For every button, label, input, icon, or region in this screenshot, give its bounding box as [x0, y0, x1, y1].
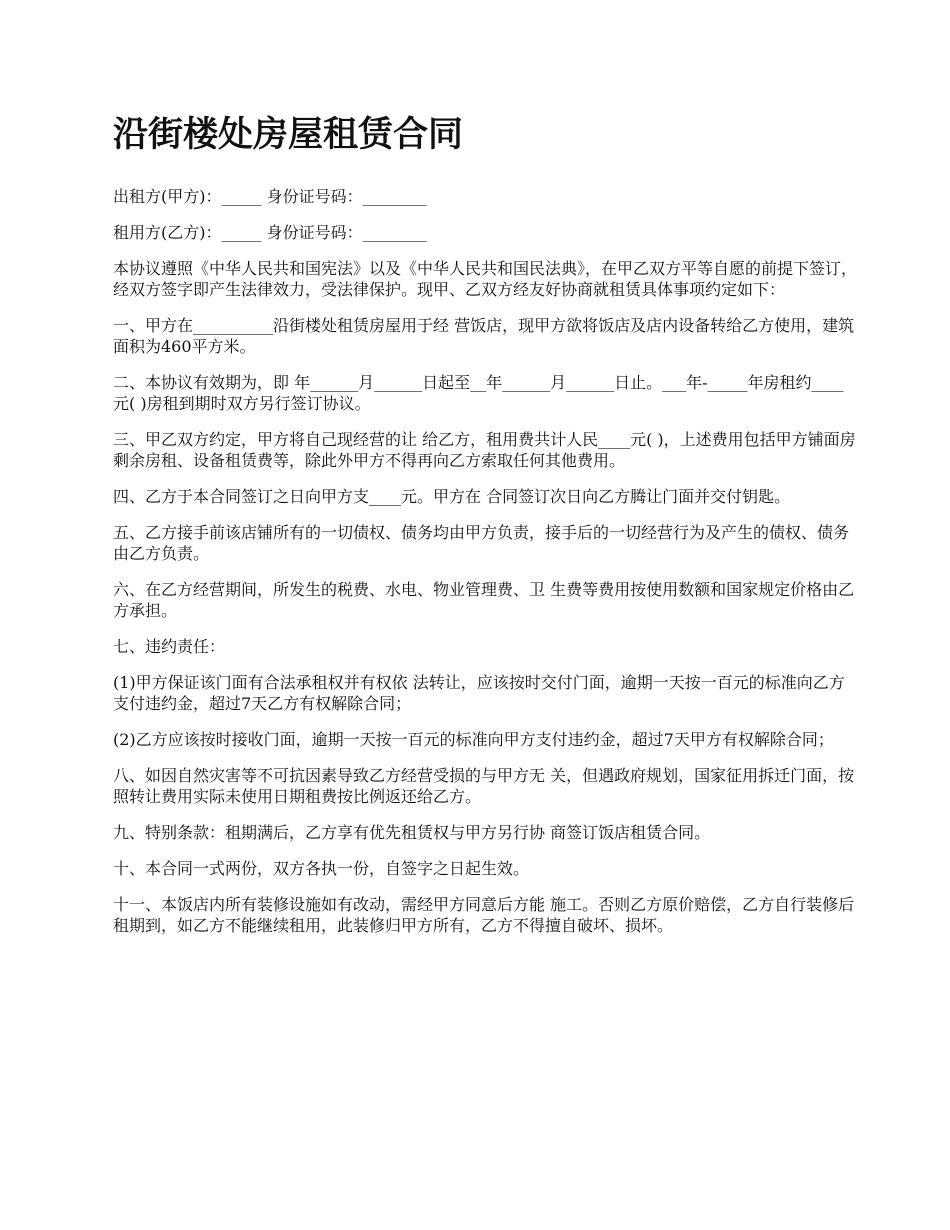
document-title: 沿街楼处房屋租赁合同	[113, 115, 464, 155]
clause-1: 一、甲方在__________沿街楼处租赁房屋用于经 营饭店，现甲方欲将饭店及店内设备转给乙方使用，建筑面积为460平方米。	[113, 316, 855, 356]
clause-7-item-1: (1)甲方保证该门面有合法承租权并有权依 法转让，应该按时交付门面，逾期一天按一百元的标准向乙方支付违约金，超过7天乙方有权解除合同；	[113, 673, 845, 713]
clause-7-heading: 七、违约责任：	[113, 637, 226, 656]
party-b-line: 租用方(乙方)：_____ 身份证号码：________	[113, 223, 427, 242]
clause-2: 二、本协议有效期为，即 年______月______日起至__年______月______日止。___年-_____年房租约____元( )房租到期时双方另行签订协议。	[113, 373, 844, 413]
document-page	[113, 112, 858, 951]
preamble-paragraph: 本协议遵照《中华人民共和国宪法》以及《中华人民共和国民法典》，在甲乙双方平等自愿的前提下签订，经双方签字即产生法律效力，受法律保护。现甲、乙双方经友好协商就租赁具体事项约定如下：	[113, 259, 858, 299]
clause-9: 九、特别条款：租期满后，乙方享有优先租赁权与甲方另行协 商签订饭店租赁合同。	[113, 823, 711, 842]
clause-11: 十一、本饭店内所有装修设施如有改动，需经甲方同意后方能 施工。否则乙方原价赔偿，乙方自行装修后租期到，如乙方不能继续租用，此装修归甲方所有，乙方不得擅自破坏、损坏。	[113, 895, 855, 935]
clause-7-item-2: (2)乙方应该按时接收门面，逾期一天按一百元的标准向甲方支付违约金，超过7天甲方有权解除合同；	[113, 730, 834, 749]
clause-6: 六、在乙方经营期间，所发生的税费、水电、物业管理费、卫 生费等费用按使用数额和国家规定价格由乙方承担。	[113, 580, 855, 620]
party-a-line: 出租方(甲方)：_____ 身份证号码：________	[113, 187, 427, 206]
clause-3: 三、甲乙双方约定，甲方将自己现经营的让 给乙方，租用费共计人民____元( )，上述费用包括甲方铺面房剩余房租、设备租赁费等，除此外甲方不得再向乙方索取任何其他费用。	[113, 430, 856, 470]
clause-5: 五、乙方接手前该店铺所有的一切债权、债务均由甲方负责，接手后的一切经营行为及产生的债权、债务由乙方负责。	[113, 523, 850, 563]
clause-10: 十、本合同一式两份，双方各执一份，自签字之日起生效。	[113, 859, 530, 878]
clause-4: 四、乙方于本合同签订之日向甲方支____元。甲方在 合同签订次日向乙方腾让门面并交付钥匙。	[113, 487, 791, 506]
clause-8: 八、如因自然灾害等不可抗因素导致乙方经营受损的与甲方无 关，但遇政府规划，国家征用拆迁门面，按照转让费用实际未使用日期租费按比例返还给乙方。	[113, 766, 855, 806]
